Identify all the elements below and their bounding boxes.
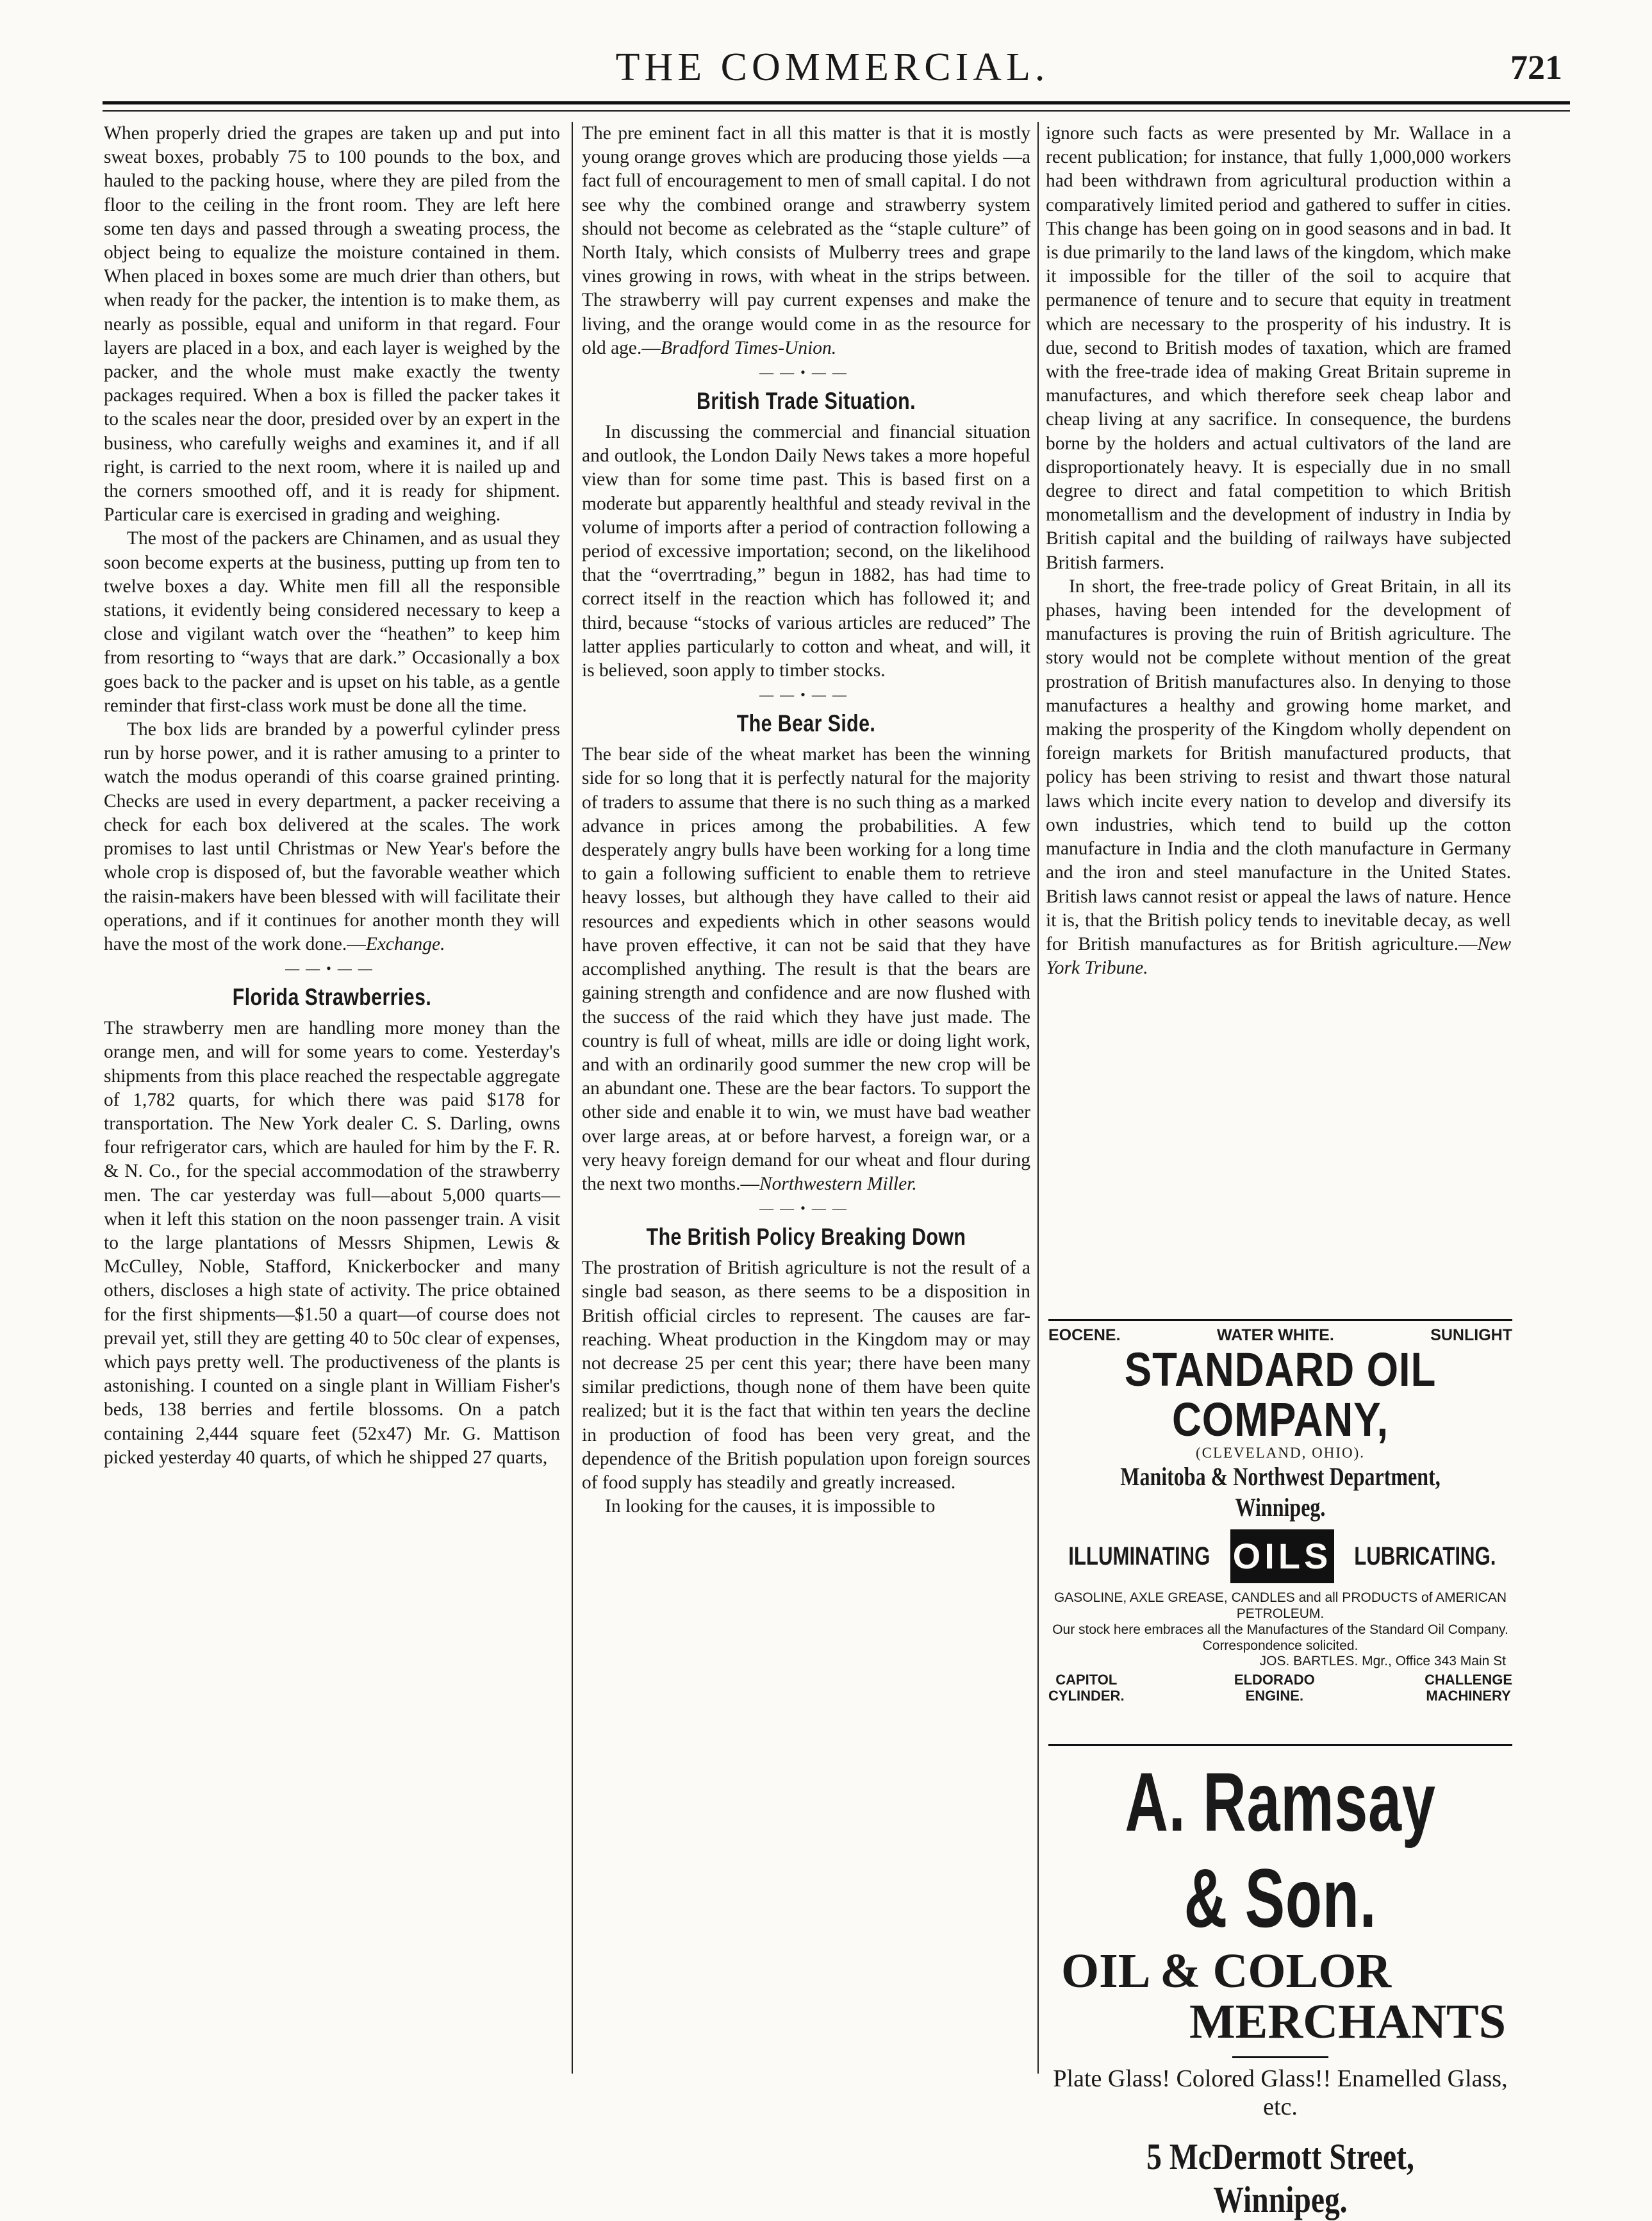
ad-firm-name: A. Ramsay & Son. (1125, 1755, 1436, 1945)
standard-oil-advertisement (1048, 1319, 1512, 1746)
column-divider (572, 122, 573, 2074)
article-paragraph: In short, the free-trade policy of Great Britain, in all its phases, having been intended for the development of manufactures is proving the ruin of British agriculture. The story would not be complete without mention of the great prostration of British manufactures also. In denying to those manufactures a healthy and growing home market, and making the prosperity of the Kingdom wholly dependent on foreign markets for British manufactured products, that policy has been striving to resist and thwart those natural laws which incite every nation to develop and diversify its own industries, which tend to build up the cotton manufacture in India and the cloth manufacture in Germany and the iron and steel manufacture in the United States. British laws cannot resist or appeal the laws of nature. Hence it is, that the British policy tends to inevitable decay, as well for British manufactures as for British agriculture.—New York Tribune. (1046, 576, 1511, 979)
ad-products-line: GASOLINE, AXLE GREASE, CANDLES and all PRODUCTS of AMERICAN PETROLEUM. (1053, 1590, 1507, 1621)
article-paragraph: When properly dried the grapes are taken up and put into sweat boxes, probably 75 to 100 pounds to the box, and hauled to the packing house, where they are piled from the floor to the ceiling in the front room. They are left here some ten days and passed through a sweating process, the object being to equalize the moisture contained in them. When placed in boxes some are much drier than others, but when ready for the packer, the intention is to make them, as nearly as possible, equal and uniform in that regard. Four layers are placed in a box, and each layer is weighed by the packer, and the whole must make exactly the twenty packages required. When a box is filled the packer takes it to the scales near the door, presided over by an expert in the business, who carefully weighs and examines it, and if all right, is carried to the next room, where it is nailed up and the corners smoothed off, and it is ready for shipment. Particular care is exercised in grading and weighing. (104, 123, 560, 526)
newspaper-title: THE COMMERCIAL. (615, 46, 1050, 89)
article-paragraph: The bear side of the wheat market has been the winning side for so long that it is perfectly natural for the majority of traders to assume that there is no such thing as a marked advance in prices among the probabilities. A few desperately angry bulls have been working for a long time to gain a following sufficient to enable them to retrieve heavy losses, but although they have called to their aid resources and expedients which in other seasons would have proven effective, it can not be said that they have accomplished anything. The result is that the bears are gaining strength and confidence and are now flushed with the success of the raid which they have just made. The country is full of wheat, mills are idle or doing light work, and with an ordinarily good summer the new crop will be an abundant one. These are the bear factors. To support the other side and enable it to win, we must have bad weather over large areas, at or before harvest, a foreign war, or a very heavy foreign demand for our wheat and flour during the next two months.—Northwestern Miller. (582, 744, 1030, 1194)
ad-location: (CLEVELAND, OHIO). (1195, 1445, 1366, 1461)
ad-oil-banner (1048, 1529, 1512, 1583)
ad-merchants: MERCHANTS (1189, 1995, 1506, 2049)
column-3 (1046, 122, 1511, 980)
article-source: Northwestern Miller. (759, 1173, 917, 1194)
article-paragraph: The most of the packers are Chinamen, and as usual they soon become experts at the business, putting up from ten to twelve boxes a day. White men fill all the responsible stations, it evidently being considered necessary to keep a close and vigilant watch over the “heathen” to keep him from resorting to “ways that are dark.” Occasionally a box goes back to the packer and is upset on his table, as a gentle reminder that first-class work must be done all the time. (104, 528, 560, 716)
column-1 (104, 122, 560, 1470)
ad-department: Manitoba & Northwest Department, Winnipeg. (1120, 1462, 1441, 1522)
article-heading: The British Policy Breaking Down (646, 1224, 966, 1251)
ad-oil-brands: CAPITOL CYLINDER. ELDORADO ENGINE. CHALLENGE MACHINERY (1048, 1672, 1512, 1704)
ad-agent: JOS. BARTLES. Mgr., Office 343 Main St (1259, 1654, 1506, 1668)
header-rule-thin (103, 110, 1570, 112)
article-paragraph: The prostration of British agriculture is not the result of a single bad season, as there seems to be a disposition in British official circles to represent. The causes are far-reaching. Wheat production in the Kingdom may or may not decrease 25 per cent this year; there have been many similar predictions, though none of them have been quite realized; but it is the fact that within ten years the decline in production of food has been very great, and the dependence of the British population upon foreign sources of food supply has steadily and greatly increased. (582, 1258, 1030, 1493)
article-paragraph: In looking for the causes, it is impossible to (605, 1496, 936, 1517)
ad-illuminating-label: ILLUMINATING (1068, 1542, 1210, 1570)
ad-company-name: STANDARD OIL COMPANY, (1124, 1343, 1437, 1446)
oils-logo: OILS (1230, 1529, 1335, 1583)
article-paragraph: ignore such facts as were presented by Mr. Wallace in a recent publication; for instance, that fully 1,000,000 workers had been withdrawn from agricultural production within a comparatively limited period and gathered to suffer in cities. This change has been going on in good seasons and in bad. It is due primarily to the land laws of the kingdom, which make it impossible for the tiller of the soil to acquire that permanence of tenure and to secure that equity in treatment which are necessary to the prosperity of his industry. It is due, second to British modes of taxation, which are framed with the free-trade idea of making Great Britain supreme in manufactures, and which therefore seek cheap labor and cheap living at any sacrifice. In consequence, the burdens borne by the holders and actual cultivators of the land are disproportionately heavy. It is especially due in no small degree to direct and fatal competition to which British monometallism and the development of industry in India by British capital and the building of railways have subjected British farmers. (1046, 123, 1511, 573)
article-heading: Florida Strawberries. (232, 984, 432, 1011)
article-paragraph: The pre eminent fact in all this matter is that it is mostly young orange groves which are producing those yields —a fact full of encouragement to men of small capital. I do not see why the combined orange and strawberry system should not become as celebrated as the “staple culture” of North Italy, which consists of Mulberry trees and grape vines growing in rows, with wheat in the strips between. The strawberry will pay current expenses and make the living, and the orange would come in as the resource for old age.—Bradford Times-Union. (582, 123, 1030, 358)
section-ornament: ——•—— (759, 686, 853, 703)
article-paragraph: The box lids are branded by a powerful cylinder press run by horse power, and it is rather amusing to a printer to watch the modus operandi of this coarse grained printing. Checks are used in every department, a packer receiving a check for each box delivered at the scales. The work promises to last until Christmas or New Year's before the whole crop is disposed of, but the favorable weather which the raisin-makers have been blessed with will facilitate their operations, and if it continues for another month they will have the most of the work done.—Exchange. (104, 719, 560, 954)
ad-oil-grades: EOCENE. WATER WHITE. SUNLIGHT (1048, 1326, 1512, 1344)
article-heading: The Bear Side. (736, 710, 876, 737)
article-heading: British Trade Situation. (697, 388, 916, 415)
section-ornament: ——•—— (759, 364, 853, 381)
ad-oil-color: OIL & COLOR (1061, 1944, 1392, 1998)
column-divider (1037, 122, 1039, 2074)
ramsay-advertisement (1048, 1750, 1512, 2220)
article-paragraph: In discussing the commercial and financial situation and outlook, the London Daily News takes a more hopeful view than for some time past. This is based first on a moderate but apparently healthful and steady revival in the volume of imports after a period of contraction following a period of excessive importation; second, on the likelihood that the “overrtrading,” begun in 1882, has had time to correct itself in the reaction which has followed it; and third, because “stocks of various articles are reduced” The latter applies particularly to cotton and wheat, and will, it is believed, soon apply to timber stocks. (582, 422, 1030, 681)
article-paragraph: The strawberry men are handling more money than the orange men, and will for some years to come. Yesterday's shipments from this place reached the respectable aggregate of 1,782 quarts, for which there was paid $178 for transportation. The New York dealer C. S. Darling, owns four refrigerator cars, which are hauled for him by the F. R. & N. Co., for the special accommodation of the strawberry men. The car yesterday was full—about 5,000 quarts—when it left this station on the noon passenger train. A visit to the large plantations of Messrs Shipmen, Lewis & McCulley, Noble, Stafford, Knickerbocker and many others, discloses a high state of activity. The price obtained for the first shipments—$1.50 a quart—of course does not prevail yet, still they are getting 40 to 50c clear of expenses, which pays pretty well. The productiveness of the plants is astonishing. I counted on a single plant in William Fisher's beds, 138 berries and fertile blossoms. On a patch containing 2,444 square feet (52x47) Mr. G. Mattison picked yesterday 40 quarts, of which he shipped 27 quarts, (104, 1018, 560, 1468)
section-ornament: ——•—— (285, 960, 379, 977)
ad-address: 5 McDermott Street, Winnipeg. (1146, 2136, 1414, 2220)
page-number: 721 (1510, 48, 1562, 87)
ad-glass-line: Plate Glass! Colored Glass!! Enamelled Glass, etc. (1053, 2065, 1508, 2120)
section-ornament: ——•—— (759, 1200, 853, 1217)
ad-lubricating-label: LUBRICATING. (1354, 1542, 1496, 1570)
ad-divider (1232, 2056, 1328, 2058)
article-source: Bradford Times-Union. (660, 337, 837, 358)
article-source: Exchange. (365, 933, 445, 954)
ad-stock-line: Our stock here embraces all the Manufactures of the Standard Oil Company. Correspondence solicited. (1052, 1622, 1508, 1653)
header-rule (103, 101, 1570, 104)
article-source: New York Tribune. (1046, 933, 1511, 979)
masthead (96, 45, 1569, 103)
column-2 (582, 122, 1030, 1518)
